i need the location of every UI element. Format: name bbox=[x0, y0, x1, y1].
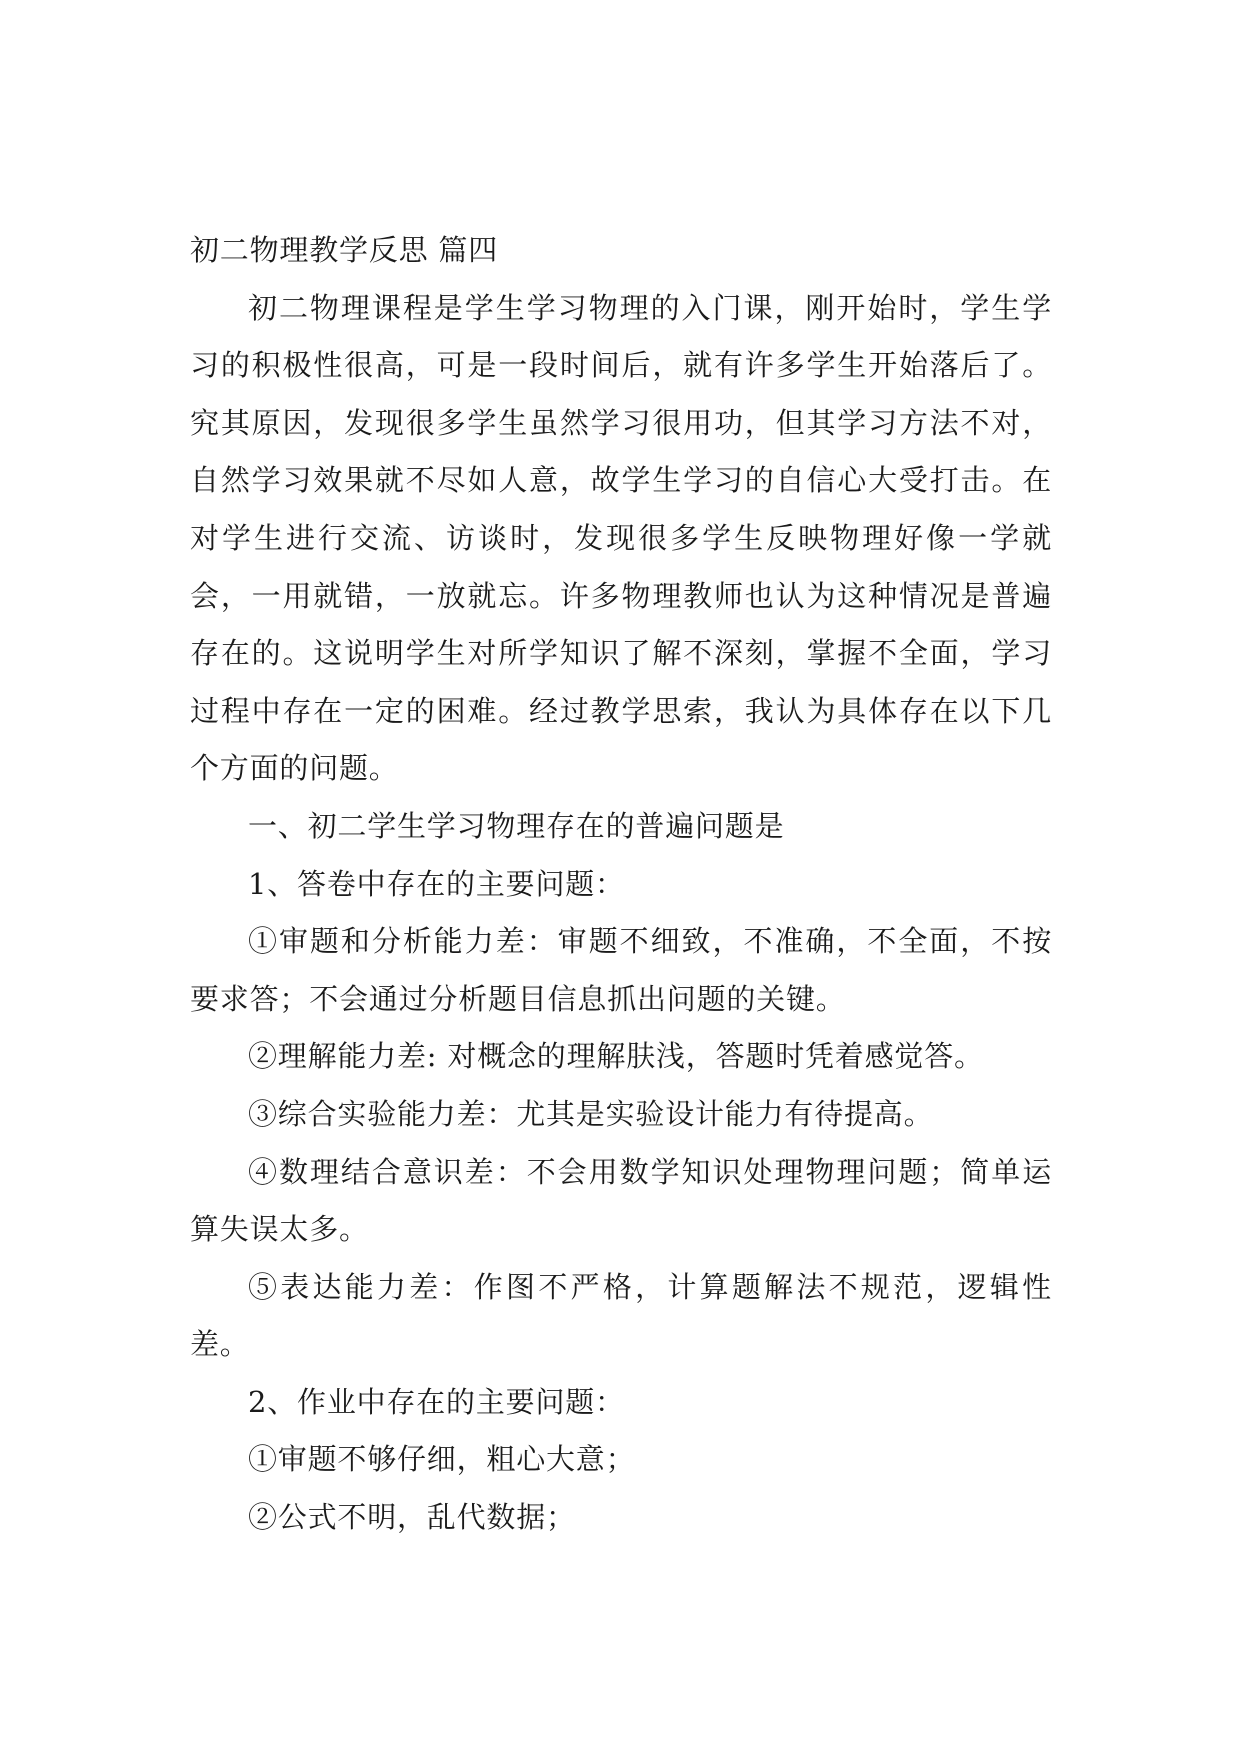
homework-problem-item-1: ①审题不够仔细，粗心大意； bbox=[248, 1442, 636, 1477]
subheading-homework-problems: 2、作业中存在的主要问题： bbox=[248, 1384, 625, 1419]
intro-paragraph: 初二物理课程是学生学习物理的入门课，刚开始时，学生学习的积极性很高，可是一段时间后，就有许多学生开始落后了。究其原因，发现很多学生虽然学习很用功，但其学习方法不对，自然学习效果就不尽如人意，故学生学习的自信心大受打击。在对学生进行交流、访谈时，发现很多学生反映物理好像一学就会，一用就错，一放就忘。许多物理教师也认为这种情况是普遍存在的。这说明学生对所学知识了解不深刻，掌握不全面，学习过程中存在一定的困难。经过教学思索，我认为具体存在以下几个方面的问题。 bbox=[190, 290, 1052, 786]
section-heading-common-problems: 一、初二学生学习物理存在的普遍问题是 bbox=[248, 808, 785, 843]
exam-problem-item-3: ③综合实验能力差：尤其是实验设计能力有待提高。 bbox=[248, 1096, 934, 1131]
exam-problem-item-5: ⑤表达能力差：作图不严格，计算题解法不规范，逻辑性差。 bbox=[190, 1269, 1052, 1362]
exam-problem-item-2: ②理解能力差: 对概念的理解肤浅，答题时凭着感觉答。 bbox=[248, 1039, 984, 1074]
homework-problem-item-2: ②公式不明，乱代数据； bbox=[248, 1500, 576, 1535]
document-title: 初二物理教学反思 篇四 bbox=[190, 233, 499, 267]
document-body bbox=[190, 222, 1052, 1547]
exam-problem-item-4: ④数理结合意识差：不会用数学知识处理物理问题；简单运算失误太多。 bbox=[190, 1154, 1052, 1247]
subheading-exam-problems: 1、答卷中存在的主要问题： bbox=[248, 866, 625, 901]
exam-problem-item-1: ①审题和分析能力差：审题不细致，不准确，不全面，不按要求答；不会通过分析题目信息抓出问题的关键。 bbox=[190, 924, 1052, 1016]
